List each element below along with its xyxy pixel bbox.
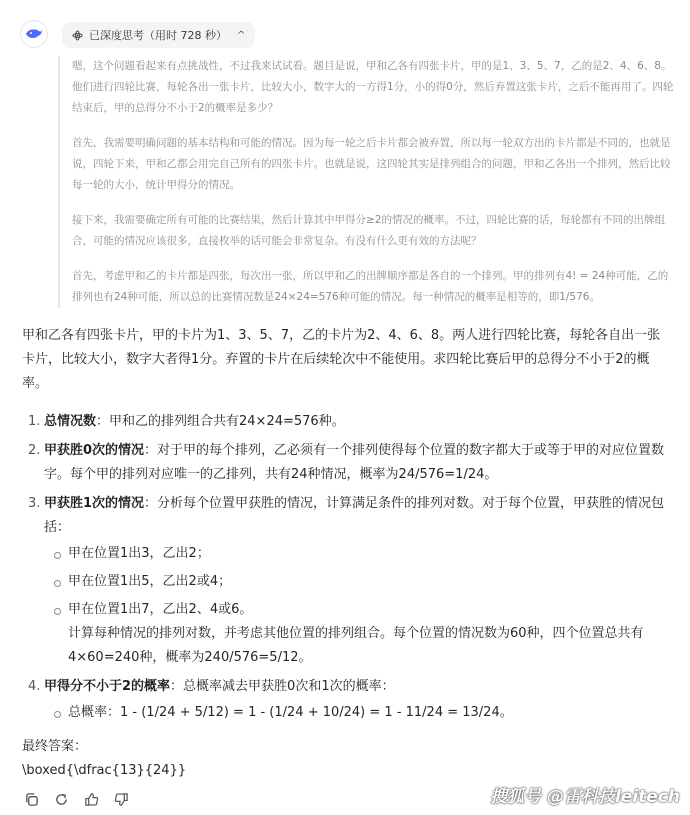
thinking-status-label: 已深度思考（用时 728 秒） [89, 29, 227, 42]
answer-step [22, 492, 672, 670]
thinking-content [58, 56, 674, 308]
bullet-item: 甲在位置1出3，乙出2； [44, 542, 672, 566]
bullet-item: 甲在位置1出5，乙出2或4； [44, 570, 672, 594]
step-bullets [44, 542, 672, 670]
step-title: 甲获胜1次的情况 [44, 496, 145, 511]
bullet-note: 计算每种情况的排列对数，并考虑其他位置的排列组合。每个位置的情况数为60种，四个位置总共有4×60=240种，概率为240/576=5/12。 [68, 626, 644, 665]
step-title: 总情况数 [44, 414, 97, 429]
whale-logo-icon [25, 27, 43, 41]
copy-icon[interactable] [22, 790, 40, 808]
thinking-paragraph: 首先，我需要明确问题的基本结构和可能的情况。因为每一轮之后卡片都会被弃置，所以每一轮双方出的卡片都是不同的，也就是说，四轮下来，甲和乙都会用完自己所有的四张卡片。也就是说，这四轮其实是排列组合的问题，甲和乙各出一个排列，然后比较每一轮的大小，统计甲得分的情况。 [72, 137, 671, 191]
step-text: ：总概率减去甲获胜0次和1次的概率： [170, 679, 395, 694]
step-number: 2. [28, 443, 41, 458]
assistant-avatar [20, 20, 48, 48]
bullet-text: 甲在位置1出7，乙出2、4或6。 [68, 602, 253, 617]
final-answer-label: 最终答案： [22, 739, 88, 754]
answer-step [22, 439, 672, 487]
step-number: 1. [28, 414, 41, 429]
refresh-icon[interactable] [52, 790, 70, 808]
step-bullets [44, 701, 672, 725]
deep-thinking-toggle[interactable] [62, 22, 255, 48]
final-answer-value: \boxed{\dfrac{13}{24}} [22, 763, 187, 778]
bullet-item: 总概率：1 - (1/24 + 5/12) = 1 - (1/24 + 10/24) = 1 - 11/24 = 13/24。 [44, 701, 672, 725]
thumbs-down-icon[interactable] [112, 790, 130, 808]
thinking-paragraph: 首先，考虑甲和乙的卡片都是四张，每次出一张，所以甲和乙的出牌顺序都是各自的一个排列。甲的排列有4! = 24种可能，乙的排列也有24种可能，所以总的比赛情况数是24×24=576种可能的情况。每一种情况的概率是相等的，即1/576。 [72, 270, 669, 303]
answer-content [22, 324, 672, 783]
step-number: 4. [28, 679, 41, 694]
thumbs-up-icon[interactable] [82, 790, 100, 808]
thinking-paragraph: 嗯，这个问题看起来有点挑战性，不过我来试试看。题目是说，甲和乙各有四张卡片，甲的是1、3、5、7，乙的是2、4、6、8。他们进行四轮比赛，每轮各出一张卡片，比较大小，数字大的一方得1分，小的得0分，然后弃置这张卡片，之后不能再用了。四轮结束后，甲的总得分不小于2的概率是多少？ [72, 60, 674, 114]
step-text: ：分析每个位置甲获胜的情况，计算满足条件的排列对数。对于每个位置，甲获胜的情况包括： [44, 496, 665, 535]
chevron-up-icon: ^ [237, 29, 246, 41]
bullet-item [44, 598, 672, 670]
step-text: ：对于甲的每个排列，乙必须有一个排列使得每个位置的数字都大于或等于甲的对应位置数字。每个甲的排列对应唯一的乙排列，共有24种情况，概率为24/576=1/24。 [44, 443, 665, 482]
answer-steps [22, 410, 672, 725]
watermark: 搜狐号 @雷科技leitech [490, 787, 680, 807]
step-text: ：甲和乙的排列组合共有24×24=576种。 [96, 414, 345, 429]
answer-lead: 甲和乙各有四张卡片，甲的卡片为1、3、5、7，乙的卡片为2、4、6、8。两人进行四轮比赛，每轮各自出一张卡片，比较大小，数字大者得1分。弃置的卡片在后续轮次中不能使用。求四轮比赛后甲的总得分不小于2的概率。 [22, 328, 661, 391]
answer-step [22, 410, 672, 434]
message-actions [22, 790, 130, 808]
step-number: 3. [28, 496, 41, 511]
atom-icon [72, 30, 83, 41]
step-title: 甲得分不小于2的概率 [44, 679, 171, 694]
step-title: 甲获胜0次的情况 [44, 443, 145, 458]
answer-step [22, 675, 672, 725]
thinking-paragraph: 接下来，我需要确定所有可能的比赛结果，然后计算其中甲得分≥2的情况的概率。不过，四轮比赛的话，每轮都有不同的出牌组合，可能的情况应该很多，直接枚举的话可能会非常复杂。有没有什么更有效的方法呢？ [72, 214, 665, 247]
